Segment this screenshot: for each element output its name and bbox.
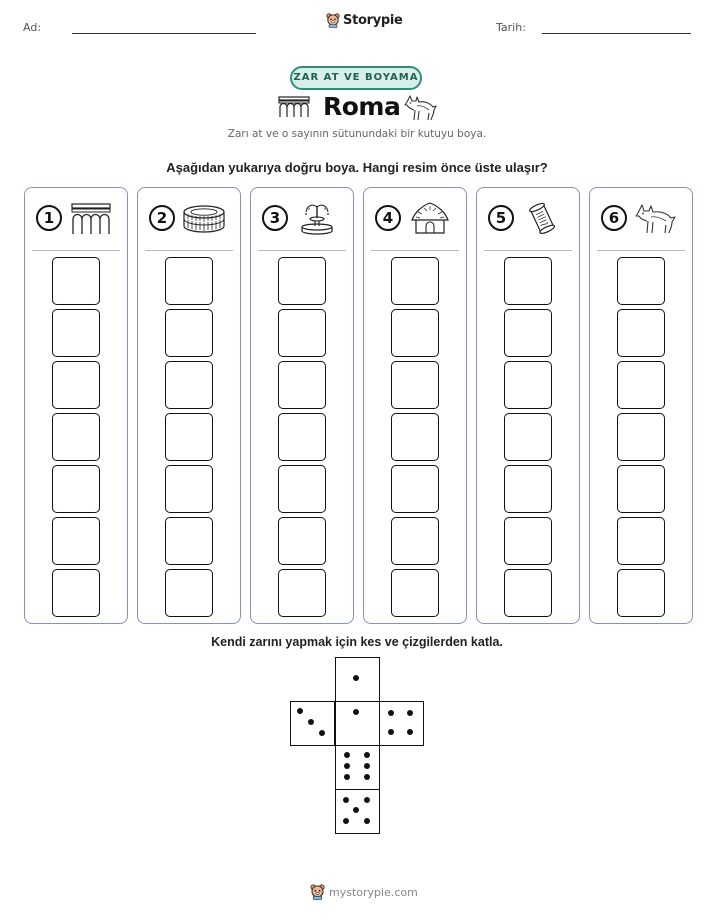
color-box[interactable]: [278, 309, 326, 357]
column-3: [250, 187, 354, 624]
name-label: Ad:: [23, 21, 42, 34]
die-face-1-top: [335, 657, 380, 702]
brand-name: Storypie: [343, 13, 403, 28]
aqueduct-icon: [278, 96, 310, 118]
column-number: 1: [36, 205, 62, 231]
pip: [353, 807, 359, 813]
color-box[interactable]: [52, 465, 100, 513]
wolf-icon: [403, 92, 438, 122]
aqueduct-icon: [69, 200, 113, 236]
activity-badge: ZAR AT VE BOYAMA: [290, 66, 422, 90]
date-line[interactable]: [542, 33, 691, 34]
pip: [343, 818, 349, 824]
color-box[interactable]: [504, 517, 552, 565]
column-5: [476, 187, 580, 624]
scroll-icon: [521, 200, 565, 236]
column-divider: [258, 250, 346, 251]
column-divider: [484, 250, 572, 251]
brand-logo: [326, 13, 403, 28]
pip: [344, 752, 350, 758]
color-box[interactable]: [504, 309, 552, 357]
pip: [364, 818, 370, 824]
color-box[interactable]: [278, 257, 326, 305]
color-box[interactable]: [617, 413, 665, 461]
pip: [344, 763, 350, 769]
pip: [364, 774, 370, 780]
color-box[interactable]: [165, 361, 213, 409]
instruction: Aşağıdan yukarıya doğru boya. Hangi resim önce üste ulaşır?: [166, 160, 548, 175]
color-box[interactable]: [391, 257, 439, 305]
color-box[interactable]: [52, 257, 100, 305]
color-box[interactable]: [278, 517, 326, 565]
date-label: Tarih:: [496, 21, 526, 34]
pip: [407, 729, 413, 735]
color-box[interactable]: [278, 465, 326, 513]
color-box[interactable]: [617, 361, 665, 409]
pip: [343, 797, 349, 803]
column-6: [589, 187, 693, 624]
color-box[interactable]: [165, 257, 213, 305]
cut-instruction: Kendi zarını yapmak için kes ve çizgilerden katla.: [211, 635, 503, 649]
bear-mascot-icon: [326, 13, 340, 28]
color-box[interactable]: [617, 569, 665, 617]
color-box[interactable]: [617, 465, 665, 513]
name-line[interactable]: [72, 33, 256, 34]
color-box[interactable]: [165, 517, 213, 565]
footer: [310, 884, 418, 900]
pip: [364, 763, 370, 769]
column-divider: [145, 250, 233, 251]
color-box[interactable]: [52, 517, 100, 565]
pip: [308, 719, 314, 725]
wolf-icon: [634, 200, 678, 236]
title-row: [275, 92, 440, 124]
color-box[interactable]: [391, 517, 439, 565]
color-box[interactable]: [391, 465, 439, 513]
thatched-hut-icon: [408, 200, 452, 236]
column-number: 2: [149, 205, 175, 231]
subtitle: Zarı at ve o sayının sütunundaki bir kutuyu boya.: [227, 128, 487, 140]
die-face-5: [335, 789, 380, 834]
color-box[interactable]: [278, 413, 326, 461]
die-face-6: [335, 745, 380, 790]
column-divider: [597, 250, 685, 251]
color-box[interactable]: [165, 569, 213, 617]
color-box[interactable]: [617, 309, 665, 357]
colosseum-icon: [182, 200, 226, 236]
column-divider: [32, 250, 120, 251]
column-number: 6: [601, 205, 627, 231]
color-box[interactable]: [278, 569, 326, 617]
color-box[interactable]: [504, 465, 552, 513]
column-1: [24, 187, 128, 624]
color-box[interactable]: [391, 309, 439, 357]
color-box[interactable]: [52, 569, 100, 617]
pip: [388, 710, 394, 716]
color-box[interactable]: [278, 361, 326, 409]
column-4: [363, 187, 467, 624]
color-box[interactable]: [165, 465, 213, 513]
footer-url[interactable]: mystorypie.com: [329, 885, 418, 899]
fountain-icon: [295, 200, 339, 236]
column-number: 5: [488, 205, 514, 231]
color-box[interactable]: [52, 361, 100, 409]
pip: [344, 774, 350, 780]
color-box[interactable]: [391, 413, 439, 461]
pip: [319, 730, 325, 736]
die-face-3-left: [290, 701, 335, 746]
bear-mascot-icon: [310, 884, 325, 900]
pip: [353, 709, 359, 715]
column-number: 3: [262, 205, 288, 231]
color-box[interactable]: [504, 569, 552, 617]
pip: [353, 675, 359, 681]
column-number: 4: [375, 205, 401, 231]
color-box[interactable]: [504, 257, 552, 305]
color-box[interactable]: [165, 413, 213, 461]
color-box[interactable]: [52, 413, 100, 461]
column-divider: [371, 250, 459, 251]
column-2: [137, 187, 241, 624]
color-box[interactable]: [617, 257, 665, 305]
pip: [407, 710, 413, 716]
pip: [297, 708, 303, 714]
color-box[interactable]: [52, 309, 100, 357]
color-box[interactable]: [504, 413, 552, 461]
color-box[interactable]: [165, 309, 213, 357]
die-face-1-center: [335, 701, 380, 746]
color-box[interactable]: [504, 361, 552, 409]
color-box[interactable]: [391, 569, 439, 617]
pip: [364, 752, 370, 758]
color-box[interactable]: [617, 517, 665, 565]
pip: [364, 797, 370, 803]
die-face-4-right: [379, 701, 424, 746]
page-title: Roma: [323, 92, 401, 121]
pip: [388, 729, 394, 735]
color-box[interactable]: [391, 361, 439, 409]
